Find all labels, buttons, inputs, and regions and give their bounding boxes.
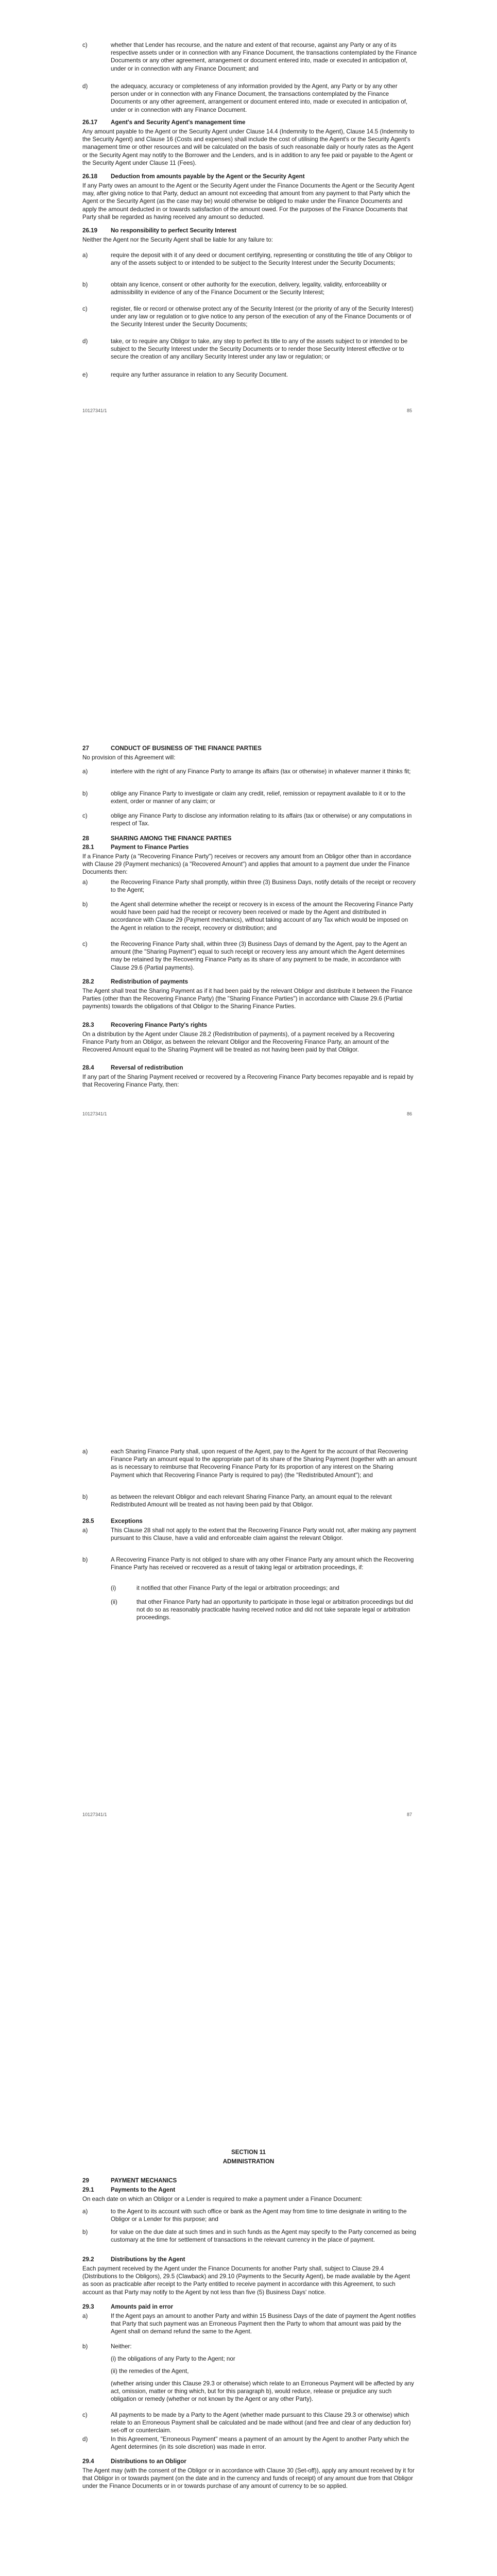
item-text: (whether arising under this Clause 29.3 or otherwise) which relate to an Erroneous Payment will be affected by any act, omission, matter or thing which, but for this paragraph b), would reduce, release or prejudice any such obligation or remedy (whether or not known by the Agent or any other Party). (111, 2380, 414, 2403)
page-87 (0, 1406, 497, 2110)
item-label: a) (82, 879, 88, 886)
item-text: each Sharing Finance Party shall, upon request of the Agent, pay to the Agent for the account of that Recovering Finance Party an amount equal to the appropriate part of its share of the Sharing Payment (together with an amount as is necessary to reimburse that Recovering Finance Party for its proportion of any interest on the Sharing Payment which that Recovering Finance Party is required to pay) (the "Redistributed Amount"); and (111, 1448, 417, 1479)
item-text: the Recovering Finance Party shall, within three (3) Business Days of demand by the Agent, pay to the Agent an amount (the "Sharing Payment") equal to such receipt or recovery less any amount which the Agent determines may be retained by the Recovering Finance Party as its share of any payment to be made, in accordance with Clause 29.6 (Partial payments). (111, 941, 407, 971)
item-label: c) (82, 941, 88, 947)
clause-text: On a distribution by the Agent under Clause 28.2 (Redistribution of payments), of a payment received by a Recovering Finance Party from an Obligor, as between the relevant Obligor and the Recovering Finance Party, an amount of the Recovered Amount equal to the Sharing Payment will be treated as not having been paid by that Obligor. (82, 1031, 395, 1054)
item-label: a) (82, 252, 88, 259)
clause-text: If any Party owes an amount to the Agent or the Security Agent under the Finance Documents the Agent or the Security Agent may, after giving notice to that Party, deduct an amount not exceeding that amount from any payment to that Party which the Agent or the Security Agent (as the case may be) would otherwise be obliged to make under the Finance Documents and apply the amount deducted in or towards satisfaction of the amount owed. For the purposes of the Finance Documents that Party shall be regarded as having received any amount so deducted. (82, 182, 415, 221)
item-label: a) (82, 2208, 88, 2215)
item-label: c) (82, 812, 88, 819)
item-label: a) (82, 2313, 88, 2319)
item-label: c) (82, 306, 88, 312)
clause-number: 29.3 (82, 2303, 94, 2310)
clause-text: Neither the Agent nor the Security Agent shall be liable for any failure to: (82, 236, 273, 243)
item-label: a) (82, 768, 88, 775)
item-text: require the deposit with it of any deed or document certifying, representing or constituting the title of any Obligor to any of the assets subject to or intended to be subject to the Security Interest under the Security Documents; (111, 252, 413, 267)
clause-number: 29.2 (82, 2256, 94, 2263)
item-text: In this Agreement, "Erroneous Payment" means a payment of an amount by the Agent to another Party which the Agent determines (in its sole discretion) was made in error. (111, 2436, 409, 2451)
clause-heading: No responsibility to perfect Security Interest (111, 227, 237, 234)
clause-number: 28.2 (82, 978, 94, 985)
item-label: b) (82, 1494, 88, 1500)
item-text: to the Agent to its account with such office or bank as the Agent may from time to time designate in writing to the Obligor or a Lender for this purpose; and (111, 2208, 407, 2223)
item-text: interfere with the right of any Finance Party to arrange its affairs (tax or otherwise) in whatever manner it thinks fit; (111, 768, 411, 775)
clause-number: 26.19 (82, 227, 98, 234)
clause-heading: Distributions by the Agent (111, 2256, 185, 2263)
item-label: b) (82, 790, 88, 797)
item-label: c) (82, 42, 88, 48)
clause-number: 26.18 (82, 173, 98, 180)
clause-text: If a Finance Party (a "Recovering Finance Party") receives or recovers any amount from an Obligor other than in accordance with Clause 29 (Payment mechanics) (a "Recovered Amount") and applies that amount to a payment due under the Finance Documents then: (82, 853, 412, 876)
clause-heading: Exceptions (111, 1518, 143, 1524)
item-text: as between the relevant Obligor and each relevant Sharing Finance Party, an amount equal to the relevant Redistributed Amount will be treated as not having been paid by that Obligor. (111, 1494, 392, 1509)
page-88 (0, 2110, 497, 2576)
page-86 (0, 703, 497, 1406)
clause-heading: Recovering Finance Party's rights (111, 1022, 208, 1028)
item-text: take, or to require any Obligor to take, any step to perfect its title to any of the assets subject to or intended to be subject to the Security Interest under the Security Documents or to render those Security Interest effective or to secure the creation of any ancillary Security Interest under any law or regulation; or (111, 338, 408, 361)
doc-reference: 10127341/1 (82, 1111, 107, 1116)
item-label: b) (82, 2229, 88, 2235)
clause-number: 28.1 (82, 844, 94, 851)
item-label: c) (82, 2412, 88, 2418)
item-text: If the Agent pays an amount to another Party and within 15 Business Days of the date of payment the Agent notifies that Party that such payment was an Erroneous Payment then the Party to whom that amount was paid by the Agent shall on demand refund the same to the Agent. (111, 2313, 416, 2335)
clause-number: 29 (82, 2177, 89, 2184)
clause-number: 26.17 (82, 119, 98, 126)
clause-text: No provision of this Agreement will: (82, 754, 176, 761)
clause-text: Any amount payable to the Agent or the Security Agent under Clause 14.4 (Indemnity to the Agent), Clause 14.5 (Indemnity to the Security Agent) and Clause 16 (Costs and expenses) shall include the cost of utilising the Agent's or the Security Agent's management time or other resources and will be calculated on the basis of such reasonable daily or hourly rates as the Agent or the Security Agent may notify to the Borrower and the Lenders, and is in addition to any fee paid or payable to the Agent or the Security Agent under Clause 11 (Fees). (82, 128, 415, 166)
item-text: Neither: (111, 2343, 132, 2350)
item-label: (ii) (111, 1599, 117, 1605)
item-text: oblige any Finance Party to investigate or claim any credit, relief, remission or repayment available to it or to the extent, order or manner of any claim; or (111, 790, 406, 805)
page-number: 86 (407, 1111, 413, 1116)
clause-number: 27 (82, 745, 89, 752)
clause-heading: Deduction from amounts payable by the Agent or the Security Agent (111, 173, 305, 180)
clause-number: 28.3 (82, 1022, 94, 1028)
item-text: (ii) the remedies of the Agent, (111, 2368, 189, 2375)
section-title: ADMINISTRATION (222, 2158, 275, 2165)
item-label: b) (82, 2343, 88, 2350)
clause-heading: Distributions to an Obligor (111, 2458, 186, 2465)
item-text: that other Finance Party had an opportunity to participate in those legal or arbitration proceedings but did not do so as reasonably practicable having received notice and did not take separate legal or arbitration proceedings. (136, 1599, 413, 1621)
clause-heading: Amounts paid in error (111, 2303, 174, 2310)
clause-number: 29.1 (82, 2187, 94, 2193)
item-label: d) (82, 2436, 88, 2443)
item-text: require any further assurance in relation to any Security Document. (111, 371, 288, 378)
doc-reference: 10127341/1 (82, 1812, 107, 1817)
clause-number: 29.4 (82, 2458, 94, 2465)
clause-heading: SHARING AMONG THE FINANCE PARTIES (111, 835, 232, 842)
item-label: a) (82, 1448, 88, 1455)
item-label: b) (82, 1556, 88, 1563)
item-label: e) (82, 371, 88, 378)
clause-number: 28.4 (82, 1064, 94, 1071)
item-label: b) (82, 901, 88, 908)
clause-heading: Payments to the Agent (111, 2187, 176, 2193)
item-text: the adequacy, accuracy or completeness of any information provided by the Agent, any Party or by any other person under or in connection with any Finance Document, the transactions contemplated by the Finance Documents or any other agreement, arrangement or document entered into, made or executed in anticipation of, under or in connection with any Finance Document. (111, 83, 408, 113)
clause-text: Each payment received by the Agent under the Finance Documents for another Party shall, subject to Clause 29.4 (Distributions to the Obligors), 29.5 (Clawback) and 29.10 (Payments to the Security Agent), be made available by the Agent as soon as practicable after receipt to the Party entitled to receive payment in accordance with this Agreement, to such account as that Party may notify to the Agent by not less than five (5) Business Days' notice. (82, 2265, 410, 2296)
item-text: (i) the obligations of any Party to the Agent; nor (111, 2355, 235, 2362)
item-text: it notified that other Finance Party of the legal or arbitration proceedings; and (136, 1585, 339, 1591)
item-text: This Clause 28 shall not apply to the extent that the Recovering Finance Party would not, after making any payment pursuant to this Clause, have a valid and enforceable claim against the relevant Obligor. (111, 1527, 416, 1542)
item-text: the Recovering Finance Party shall promptly, within three (3) Business Days, notify details of the receipt or recovery to the Agent; (111, 879, 416, 894)
clause-heading: PAYMENT MECHANICS (111, 2177, 177, 2184)
item-text: for value on the due date at such times and in such funds as the Agent may specify to the Party concerned as being customary at the time for settlement of transactions in the relevant currency in the place of payment. (111, 2229, 416, 2244)
clause-heading: Agent's and Security Agent's management time (111, 119, 246, 126)
page-85 (0, 0, 497, 703)
item-label: (i) (111, 1585, 116, 1591)
clause-text: If any part of the Sharing Payment received or recovered by a Recovering Finance Party becomes repayable and is repaid by that Recovering Finance Party, then: (82, 1074, 414, 1089)
clause-heading: Payment to Finance Parties (111, 844, 189, 851)
clause-number: 28.5 (82, 1518, 94, 1524)
item-text: All payments to be made by a Party to the Agent (whether made pursuant to this Clause 29.3 or otherwise) which relate to an Erroneous Payment shall be calculated and be made without (and free and clear of any deduction for) set-off or counterclaim. (111, 2412, 411, 2434)
page-number: 87 (407, 1812, 413, 1817)
item-label: a) (82, 1527, 88, 1534)
item-label: d) (82, 338, 88, 345)
clause-heading: Reversal of redistribution (111, 1064, 183, 1071)
item-text: whether that Lender has recourse, and the nature and extent of that recourse, against any Party or any of its respective assets under or in connection with any Finance Document, the transactions contemplated by the Finance Documents or any other agreement, arrangement or document entered into, made or executed in anticipation of, under or in connection with any Finance Document; and (111, 42, 417, 72)
item-label: d) (82, 83, 88, 90)
section-label: SECTION 11 (231, 2149, 266, 2156)
clause-number: 28 (82, 835, 89, 842)
page-number: 85 (407, 408, 413, 413)
clause-heading: Redistribution of payments (111, 978, 188, 985)
item-text: oblige any Finance Party to disclose any information relating to its affairs (tax or otherwise) or any computations in respect of Tax. (111, 812, 412, 827)
item-text: register, file or record or otherwise protect any of the Security Interest (or the priority of any of the Security Interest) under any law or regulation or to give notice to any person of the execution of any of the Finance Documents or of the Security Interest under the Security Documents; (111, 306, 414, 328)
item-text: obtain any licence, consent or other authority for the execution, delivery, legality, validity, enforceability or admissibility in evidence of any of the Finance Document or the Security Interest; (111, 281, 387, 296)
item-text: A Recovering Finance Party is not obliged to share with any other Finance Party any amount which the Recovering Finance Party has received or recovered as a result of taking legal or arbitration proceedings, if: (111, 1556, 414, 1571)
clause-text: The Agent may (with the consent of the Obligor or in accordance with Clause 30 (Set-off)), apply any amount received by it for that Obligor in or towards payment (on the date and in the currency and funds of receipt) of any amount due from that Obligor under the Finance Documents or in or towards purchase of any amount of currency to be so applied. (82, 2467, 415, 2490)
item-label: b) (82, 281, 88, 288)
doc-reference: 10127341/1 (82, 408, 107, 413)
item-text: the Agent shall determine whether the receipt or recovery is in excess of the amount the Recovering Finance Party would have been paid had the receipt or recovery been received or made by the Agent and distributed in accordance with Clause 29 (Payment mechanics), without taking account of any Tax which would be imposed on the Agent in relation to the receipt, recovery or distribution; and (111, 901, 414, 931)
clause-text: The Agent shall treat the Sharing Payment as if it had been paid by the relevant Obligor and distribute it between the Finance Parties (other than the Recovering Finance Party) (the "Sharing Finance Parties") in accordance with Clause 29.6 (Partial payments) towards the obligations of that Obligor to the Sharing Finance Parties. (82, 988, 413, 1010)
clause-heading: CONDUCT OF BUSINESS OF THE FINANCE PARTIES (111, 745, 262, 752)
clause-text: On each date on which an Obligor or a Lender is required to make a payment under a Finance Document: (82, 2196, 363, 2202)
